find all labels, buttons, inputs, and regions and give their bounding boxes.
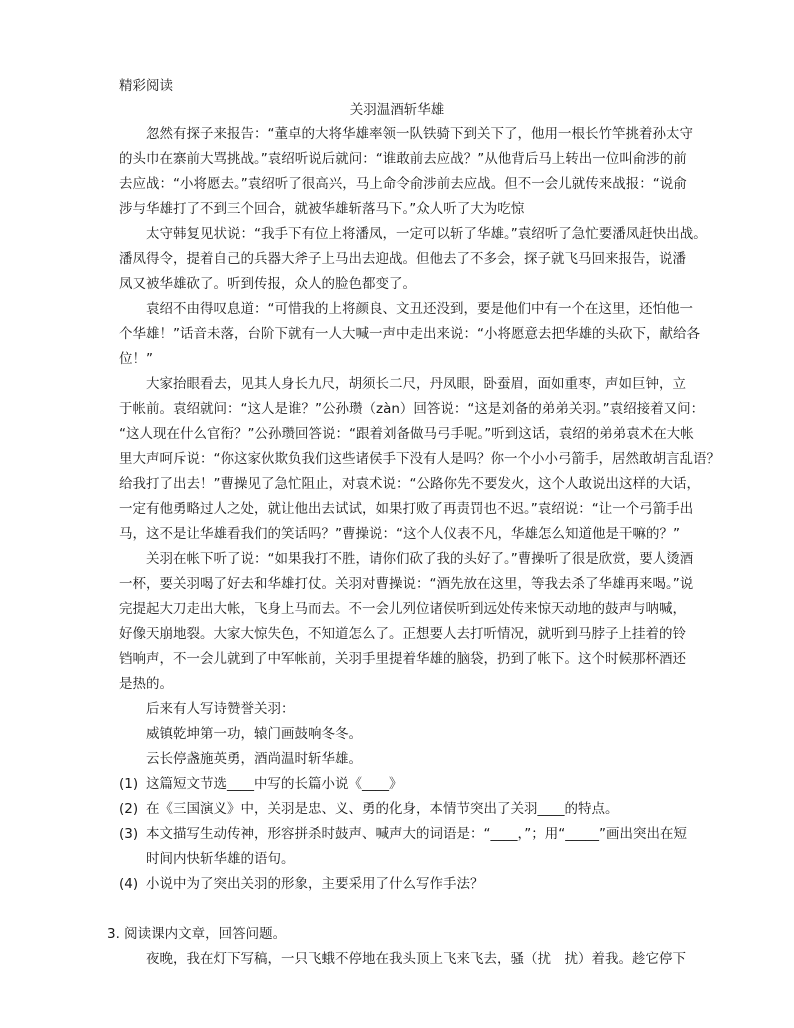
article-line: 位！” (119, 351, 153, 367)
article-line: 一定有他勇略过人之处，就让他出去试试，如果打败了再责罚也不迟。”袁绍说：“让一个弓箭手出 (119, 501, 694, 517)
poem-intro: 后来有人写诗赞誉关羽： (146, 701, 295, 717)
article-line: 铛响声，不一会儿就到了中军帐前，关羽手里提着华雄的脑袋，扔到了帐下。这个时候那杯酒还 (119, 651, 686, 667)
article-line: 里大声呵斥说：“你这家伙欺负我们这些诸侯手下没有人是吗？你一个小小弓箭手，居然敢胡言乱语？ (119, 451, 720, 467)
question-text: 时间内快斩华雄的语句。 (146, 851, 295, 867)
poem-line: 威镇乾坤第一功，辕门画鼓响冬冬。 (146, 726, 362, 742)
article-title: 关羽温酒斩华雄 (349, 102, 445, 118)
section-label: 精彩阅读 (119, 78, 173, 94)
article-line: 完提起大刀走出大帐，飞身上马而去。不一会儿列位诸侯听到远处传来惊天动地的鼓声与呐喊， (119, 601, 686, 617)
question-number: (4) (119, 876, 139, 892)
article-line: 一杯，要关羽喝了好去和华雄打仗。关羽对曹操说：“酒先放在这里，等我去杀了华雄再来喝。”说 (119, 576, 694, 592)
article-line: 去应战：“小将愿去。”袁绍听了很高兴，马上命令俞涉前去应战。但不一会儿就传来战报：“说俞 (119, 176, 687, 192)
question-number: (2) (119, 801, 139, 817)
question-3-header: 3. 阅读课内文章，回答问题。 (107, 926, 287, 942)
article-line: 于帐前。袁绍就问：“这人是谁？”公孙瓒（zàn）回答说：“这是刘备的弟弟关羽。”袁绍接着又问： (119, 401, 705, 417)
article-line: 袁绍不由得叹息道：“可惜我的上将颜良、文丑还没到，要是他们中有一个在这里，还怕他一 (146, 301, 693, 317)
question-text: 本文描写生动传神，形容拼杀时鼓声、喊声大的词语是：“____，”；用“_____”画出突出在短 (146, 826, 687, 842)
article-line: 大家抬眼看去，见其人身长九尺，胡须长二尺，丹凤眼，卧蚕眉，面如重枣，声如巨钟，立 (146, 376, 686, 392)
question-number: (3) (119, 826, 139, 842)
article-line: “这人现在什么官衔？”公孙瓒回答说：“跟着刘备做马弓手呢。”听到这话，袁绍的弟弟袁术在大帐 (119, 426, 694, 442)
article-line: 好像天崩地裂。大家大惊失色，不知道怎么了。正想要人去打听情况，就听到马脖子上挂着的铃 (119, 626, 686, 642)
article-line: 个华雄！”话音未落，台阶下就有一人大喊一声中走出来说：“小将愿意去把华雄的头砍下，献给各 (119, 326, 700, 342)
article-line: 太守韩复见状说：“我手下有位上将潘凤，一定可以斩了华雄。”袁绍听了急忙要潘凤赶快出战。 (146, 226, 707, 242)
article-line: 涉与华雄打了不到三个回合，就被华雄斩落马下。”众人听了大为吃惊 (119, 201, 525, 217)
article-line: 的头巾在寨前大骂挑战。”袁绍听说后就问：“谁敢前去应战？”从他背后马上转出一位叫俞涉的前 (119, 151, 687, 167)
article-line: 是热的。 (119, 676, 173, 692)
article-line: 忽然有探子来报告：“董卓的大将华雄率领一队铁骑下到关下了，他用一根长竹竿挑着孙太守 (146, 126, 693, 142)
article-line: 凤又被华雄砍了。听到传报，众人的脸色都变了。 (119, 276, 416, 292)
article-line: 给我打了出去！”曹操见了急忙阻止，对袁术说：“公路你先不要发火，这个人敢说出这样的大话， (119, 476, 700, 492)
article-line: 潘凤得令，提着自己的兵器大斧子上马出去迎战。但他去了不多会，探子就飞马回来报告，说潘 (119, 251, 686, 267)
question-3-passage-line: 夜晚，我在灯下写稿，一只飞蛾不停地在我头顶上飞来飞去，骚（扰 扰）着我。趁它停下 (146, 951, 686, 967)
question-text: 在《三国演义》中，关羽是忠、义、勇的化身，本情节突出了关羽____的特点。 (146, 801, 619, 817)
article-line: 马，这不是让华雄看我们的笑话吗？”曹操说：“这个人仪表不凡，华雄怎么知道他是干嘛的？” (119, 526, 680, 542)
question-number: (1) (119, 776, 139, 792)
poem-line: 云长停盏施英勇，酒尚温时斩华雄。 (146, 751, 362, 767)
article-line: 关羽在帐下听了说：“如果我打不胜，请你们砍了我的头好了。”曹操听了很是欣赏，要人烫酒 (146, 551, 694, 567)
question-text: 小说中为了突出关羽的形象，主要采用了什么写作手法？ (146, 876, 484, 892)
question-text: 这篇短文节选____中写的长篇小说《____》 (146, 776, 403, 792)
